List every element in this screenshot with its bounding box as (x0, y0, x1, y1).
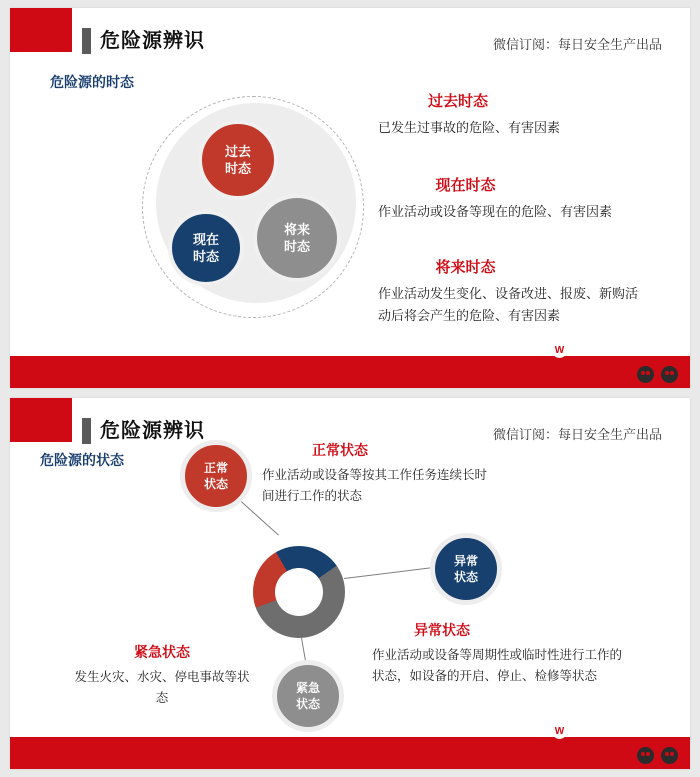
wechat-icon: W (552, 343, 567, 358)
page-title-2: 危险源辨识 (100, 420, 205, 442)
slide-hazard-state (10, 398, 690, 769)
subscribe-note-2: 微信订阅：每日安全生产出品 (492, 427, 662, 442)
text-past-heading: 过去时态 (427, 93, 488, 110)
bubble-now-line1: 现在 (192, 232, 219, 247)
bubble-future-line1: 将来 (283, 222, 310, 237)
bubble-now (168, 210, 244, 286)
page-title: 危险源辨识 (100, 30, 205, 52)
text-normal-heading: 正常状态 (312, 442, 368, 458)
node-normal-line2: 状态 (203, 477, 228, 491)
text-past (378, 90, 560, 139)
wechat-icon-2: W (552, 724, 567, 739)
node-normal-line1: 正常 (203, 461, 228, 475)
text-normal-body: 作业活动或设备等按其工作任务连续长时间进行工作的状态 (262, 468, 488, 503)
text-future-heading: 将来时态 (435, 259, 496, 276)
slide2-footer-dots (637, 747, 678, 764)
text-abnormal-body: 作业活动或设备等周期性或临时性进行工作的状态，如设备的开启、停止、检修等状态 (372, 648, 623, 683)
text-emergency-body: 发生火灾、水灾、停电事故等状态 (74, 670, 250, 705)
slide-hazard-tense (10, 8, 690, 388)
footer-dot-left-2 (637, 747, 654, 764)
text-now (378, 174, 612, 223)
node-abnormal-line1: 异常 (453, 554, 478, 568)
text-past-body: 已发生过事故的危险、有害因素 (378, 120, 561, 135)
slide2-footer-badge-label: 每日安全生产 (572, 726, 638, 738)
text-normal (262, 440, 492, 507)
section-title: 危险源的时态 (50, 74, 134, 90)
header-grey-bar-2 (82, 418, 91, 444)
header-red-block-2 (10, 398, 72, 442)
node-normal (180, 440, 252, 512)
node-emergency-line2: 状态 (295, 697, 320, 711)
node-emergency-line1: 紧急 (295, 681, 320, 695)
footer-dot-right-2 (661, 747, 678, 764)
section-title-2: 危险源的状态 (40, 452, 124, 468)
footer-dot-right (661, 366, 678, 383)
slide2-footer-badge (552, 723, 638, 739)
bubble-past-line2: 时态 (224, 161, 251, 176)
text-future (378, 256, 648, 327)
slide1-footer-badge-label: 每日安全生产 (572, 345, 638, 357)
bubble-past (198, 120, 278, 200)
bubble-now-line2: 时态 (192, 249, 219, 264)
header-grey-bar (82, 28, 91, 54)
node-abnormal (430, 533, 502, 605)
bubble-future-line2: 时态 (283, 239, 310, 254)
slide2-footer (10, 737, 690, 769)
node-abnormal-line2: 状态 (453, 570, 478, 584)
slide1-footer (10, 356, 690, 388)
slide1-footer-badge (552, 342, 638, 358)
header-red-block (10, 8, 72, 52)
text-now-body: 作业活动或设备等现在的危险、有害因素 (378, 204, 613, 219)
slide2-header (10, 398, 690, 446)
connector-abnormal (344, 567, 433, 579)
bubble-past-line1: 过去 (224, 144, 251, 159)
text-abnormal-heading: 异常状态 (414, 622, 470, 638)
node-emergency (272, 660, 344, 732)
slide1-footer-dots (637, 366, 678, 383)
bubble-future (253, 194, 341, 282)
text-abnormal (372, 620, 622, 687)
text-emergency (72, 642, 252, 709)
footer-dot-left (637, 366, 654, 383)
state-ring (253, 546, 345, 638)
text-now-heading: 现在时态 (435, 177, 496, 194)
text-future-body: 作业活动发生变化、设备改进、报废、新购活动后将会产生的危险、有害因素 (378, 286, 639, 323)
slide1-header (10, 8, 690, 56)
subscribe-note: 微信订阅：每日安全生产出品 (492, 37, 662, 52)
text-emergency-heading: 紧急状态 (134, 644, 190, 660)
